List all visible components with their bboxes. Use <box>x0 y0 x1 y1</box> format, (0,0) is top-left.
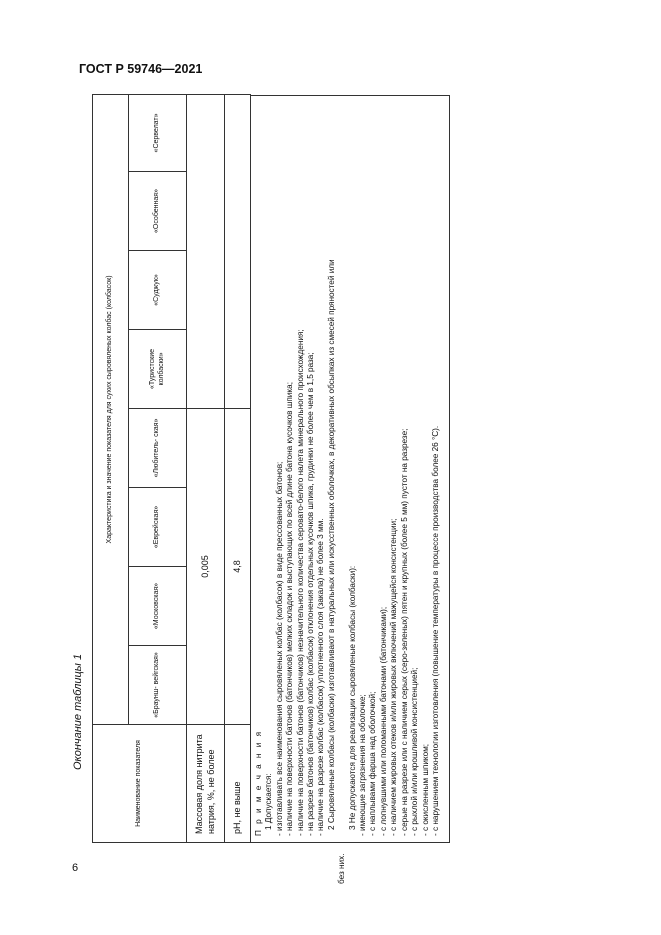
row-value: 4,8 <box>225 409 251 725</box>
header-indicator-name: Наименование показателя <box>93 725 187 843</box>
note-line: - с окисленным шпиком; <box>420 743 430 836</box>
product-header: «Еврейская» <box>129 488 187 567</box>
note-line: - с наличием жировых отеков и/или жировых включений мажущейся консистенции; <box>389 518 399 836</box>
note-line: 2 Сыровяленые колбасы (колбаски) изготавливают в натуральных или искусственных оболочках, в декоративных обсыпках из смесей пряностей или <box>326 259 336 830</box>
product-header: «Туристские колбаски» <box>129 330 187 409</box>
table-continuation-caption: Окончание таблицы 1 <box>72 653 84 770</box>
header-group: Характеристика и значение показателя для сухих сыровяленых колбас (колбасок) <box>93 94 129 724</box>
note-line: - с лопнувшими или поломанными батонами (батончиками); <box>378 606 388 836</box>
note-line: - наличие на поверхности батонов (батончиков) мелких складок и выступающих по всей длине батона кусочков шпика; <box>285 382 295 836</box>
indicators-table <box>92 94 251 843</box>
note-line: - на разрезе батонов (батончиков) колбас (колбасок) отклонения отдельных кусочков шпика, грудинки не более чем в 1,5 раза; <box>306 352 316 836</box>
product-header: «Особенная» <box>129 172 187 251</box>
note-line: - наличие на разрезе колбас (колбасок) уплотненного слоя (закала) не более 3 мм. <box>316 518 326 836</box>
table-notes <box>250 95 450 884</box>
standard-designation: ГОСТ Р 59746—2021 <box>79 62 203 76</box>
note-line: - наличие на поверхности батонов (батончиков) незначительного количества серовато-белого налета минерального происхождения; <box>295 329 305 836</box>
row-name: Массовая доля нитрита натрия, %, не более <box>187 725 225 843</box>
note-line: без них. <box>337 853 347 884</box>
note-line: - изготавливать все наименования сыровяленых колбас (колбасок) в виде прессованных батонов; <box>274 461 284 836</box>
note-line: - имеющие загрязнения на оболочке; <box>358 694 368 836</box>
row-empty-cell <box>187 94 225 408</box>
row-value: 0,005 <box>187 409 225 725</box>
product-header: «Любитель- ская» <box>129 409 187 488</box>
note-line: - с рыхлой и/или крошливой консистенцией; <box>410 667 420 836</box>
note-line: - с наплывами фарша над оболочкой; <box>368 691 378 836</box>
note-line: - с нарушением технологии изготовления (повышение температуры в процессе производства более 26 °С). <box>430 425 440 836</box>
notes-title: П р и м е ч а н и я <box>254 729 263 836</box>
product-header: «Московская» <box>129 567 187 646</box>
note-line: - серые на разрезе или с наличием серых (серо-зеленых) пятен и крупных (более 5 мм) пустот на разрезе; <box>399 428 409 836</box>
note-line: 1 Допускается: <box>264 773 274 830</box>
rotated-table-block <box>92 95 454 884</box>
product-header: «Браунш- вейгская» <box>129 646 187 725</box>
product-header: «Суджук» <box>129 251 187 330</box>
row-empty-cell <box>225 94 251 408</box>
page-number: 6 <box>72 862 79 874</box>
product-header: «Сервелат» <box>129 94 187 171</box>
row-name: pH, не выше <box>225 725 251 843</box>
note-line: 3 Не допускаются для реализации сыровяленые колбасы (колбаски): <box>347 565 357 830</box>
